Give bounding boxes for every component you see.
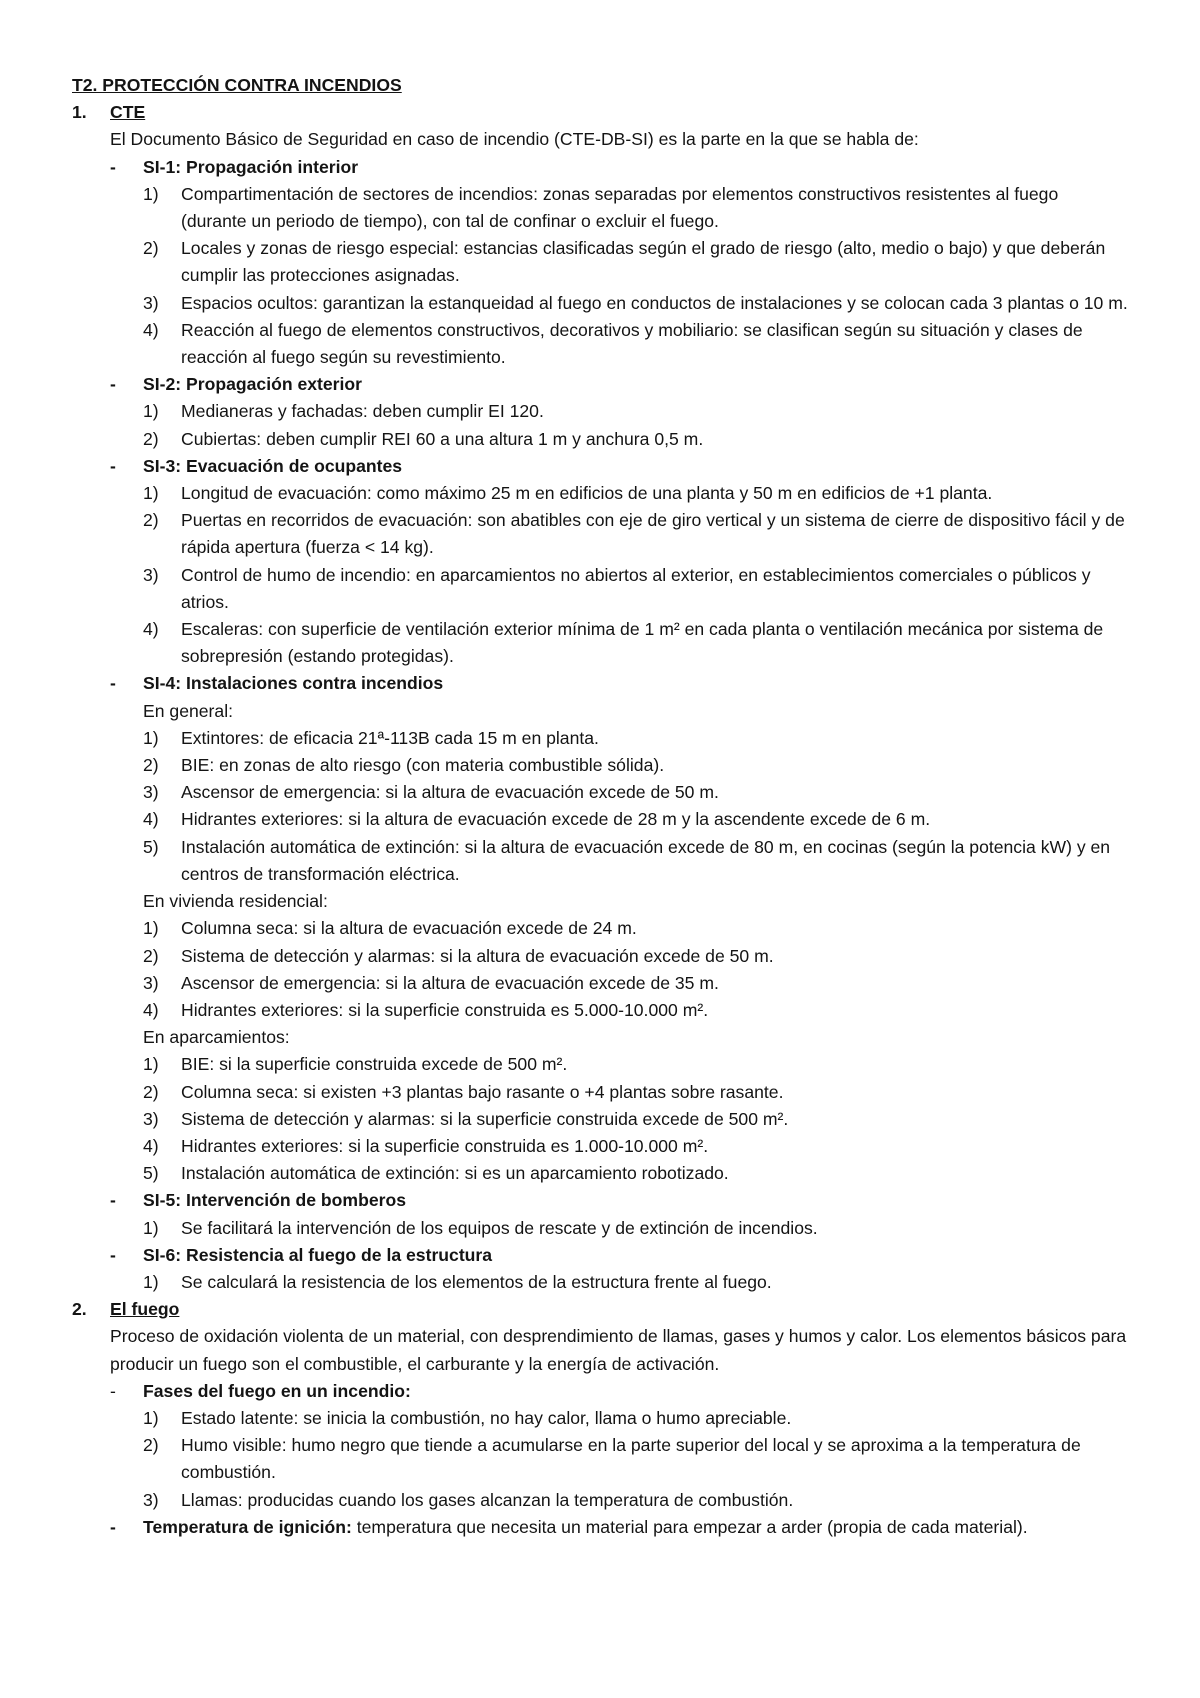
- si5-label: SI-5: Intervención de bomberos: [143, 1190, 406, 1211]
- list-item: [72, 1160, 1128, 1187]
- si5-heading: [72, 1187, 1128, 1214]
- item-number: 5): [143, 836, 159, 857]
- si4-aparc-label: En aparcamientos:: [143, 1027, 290, 1048]
- item-text: Llamas: producidas cuando los gases alcanzan la temperatura de combustión.: [181, 1489, 794, 1510]
- fases-heading: [72, 1378, 1128, 1405]
- section-1-intro: El Documento Básico de Seguridad en caso de incendio (CTE-DB-SI) es la parte en la que se habla de:: [110, 129, 919, 150]
- si6-heading: [72, 1242, 1128, 1269]
- item-number: 2): [143, 1081, 159, 1102]
- bullet-dash: -: [110, 156, 116, 177]
- temperatura-desc: temperatura que necesita un material para empezar a arder (propia de cada material).: [351, 1516, 1028, 1537]
- list-item: [72, 1269, 1128, 1296]
- item-number: 1): [143, 727, 159, 748]
- list-item: [72, 806, 1128, 833]
- list-item: [72, 1405, 1128, 1432]
- item-text: Ascensor de emergencia: si la altura de evacuación excede de 50 m.: [181, 782, 719, 803]
- list-item: [72, 1215, 1128, 1242]
- si2-heading: [72, 371, 1128, 398]
- si6-list: [72, 1269, 1128, 1296]
- section-1-heading: [72, 99, 1128, 126]
- item-text: Escaleras: con superficie de ventilación exterior mínima de 1 m² en cada planta o ventilación mecánica por sistema de sobrepresión (estando protegidas).: [181, 619, 1104, 667]
- list-item: [72, 616, 1128, 670]
- list-item: [72, 181, 1128, 235]
- item-number: 2): [143, 428, 159, 449]
- item-number: 4): [143, 809, 159, 830]
- item-text: Cubiertas: deben cumplir REI 60 a una altura 1 m y anchura 0,5 m.: [181, 428, 704, 449]
- si4-general-label: En general:: [143, 700, 233, 721]
- item-number: 1): [143, 1054, 159, 1075]
- item-number: 1): [143, 483, 159, 504]
- item-text: Locales y zonas de riesgo especial: estancias clasificadas según el grado de riesgo (alto, medio o bajo) y que deberán cumplir las protecciones asignadas.: [181, 238, 1106, 286]
- item-text: Reacción al fuego de elementos constructivos, decorativos y mobiliario: se clasifican según su situación y clases de reacción al fuego según su revestimiento.: [181, 319, 1083, 368]
- page-title: T2. PROTECCIÓN CONTRA INCENDIOS: [72, 75, 402, 95]
- item-number: 1): [143, 918, 159, 939]
- item-number: 2): [143, 238, 159, 259]
- bullet-dash: -: [110, 1244, 116, 1265]
- section-2-intro: Proceso de oxidación violenta de un material, con desprendimiento de llamas, gases y humos y calor. Los elementos básicos para producir un fuego son el combustible, el carburante y la energía de activación.: [110, 1326, 1127, 1374]
- section-2-heading: [72, 1296, 1128, 1323]
- list-item: [72, 398, 1128, 425]
- si4-heading: [72, 670, 1128, 697]
- si6-label: SI-6: Resistencia al fuego de la estructura: [143, 1244, 493, 1265]
- si4-general-list: [72, 725, 1128, 888]
- bullet-dash: -: [110, 455, 116, 476]
- item-text: BIE: si la superficie construida excede de 500 m².: [181, 1054, 568, 1075]
- item-number: 3): [143, 782, 159, 803]
- item-text: Se facilitará la intervención de los equipos de rescate y de extinción de incendios.: [181, 1217, 818, 1238]
- temperatura-label: Temperatura de ignición:: [143, 1516, 352, 1537]
- list-item: [72, 997, 1128, 1024]
- si1-label: SI-1: Propagación interior: [143, 156, 359, 177]
- item-text: Se calculará la resistencia de los elementos de la estructura frente al fuego.: [181, 1271, 772, 1292]
- item-text: Hidrantes exteriores: si la superficie construida es 1.000-10.000 m².: [181, 1135, 709, 1156]
- list-item: [72, 1487, 1128, 1514]
- item-number: 1): [143, 1217, 159, 1238]
- item-text: Longitud de evacuación: como máximo 25 m en edificios de una planta y 50 m en edificios de +1 planta.: [181, 483, 993, 504]
- bullet-dash: -: [110, 1516, 116, 1537]
- item-text: Instalación automática de extinción: si es un aparcamiento robotizado.: [181, 1163, 729, 1184]
- item-text: Hidrantes exteriores: si la superficie construida es 5.000-10.000 m².: [181, 999, 709, 1020]
- si4-label: SI-4: Instalaciones contra incendios: [143, 673, 444, 694]
- item-number: 2): [143, 510, 159, 531]
- si3-heading: [72, 453, 1128, 480]
- si3-list: [72, 480, 1128, 670]
- item-text: Control de humo de incendio: en aparcamientos no abiertos al exterior, en establecimientos comerciales o públicos y atrios.: [181, 564, 1091, 612]
- list-item: [72, 290, 1128, 317]
- item-number: 4): [143, 319, 159, 340]
- item-text: Medianeras y fachadas: deben cumplir EI 120.: [181, 401, 544, 422]
- si1-heading: [72, 154, 1128, 181]
- item-number: 2): [143, 755, 159, 776]
- section-2-title: El fuego: [110, 1299, 180, 1320]
- si4-vivienda-list: [72, 915, 1128, 1024]
- list-item: [72, 725, 1128, 752]
- list-item: [72, 970, 1128, 997]
- si5-list: [72, 1215, 1128, 1242]
- item-text: Columna seca: si la altura de evacuación excede de 24 m.: [181, 918, 637, 939]
- item-number: 2): [143, 945, 159, 966]
- item-text: Puertas en recorridos de evacuación: son abatibles con eje de giro vertical y un sistema de cierre de dispositivo fácil y de rápida apertura (fuerza < 14 kg).: [181, 510, 1125, 558]
- item-text: BIE: en zonas de alto riesgo (con materia combustible sólida).: [181, 755, 665, 776]
- si4-vivienda-label: En vivienda residencial:: [143, 891, 328, 912]
- item-text: Columna seca: si existen +3 plantas bajo rasante o +4 plantas sobre rasante.: [181, 1081, 784, 1102]
- item-text: Humo visible: humo negro que tiende a acumularse en la parte superior del local y se aproxima a la temperatura de combustión.: [181, 1435, 1081, 1483]
- item-number: 3): [143, 1108, 159, 1129]
- list-item: [72, 834, 1128, 888]
- si1-list: [72, 181, 1128, 371]
- item-number: 1): [143, 183, 159, 204]
- fases-list: [72, 1405, 1128, 1514]
- item-number: 4): [143, 619, 159, 640]
- section-2-number: 2.: [72, 1299, 87, 1320]
- item-number: 3): [143, 292, 159, 313]
- list-item: [72, 1106, 1128, 1133]
- list-item: [72, 235, 1128, 289]
- list-item: [72, 317, 1128, 371]
- list-item: [72, 426, 1128, 453]
- si2-list: [72, 398, 1128, 452]
- temperatura-text: [143, 1514, 1128, 1541]
- item-number: 4): [143, 1135, 159, 1156]
- item-text: Ascensor de emergencia: si la altura de evacuación excede de 35 m.: [181, 972, 719, 993]
- si3-label: SI-3: Evacuación de ocupantes: [143, 455, 403, 476]
- bullet-dash: -: [110, 1190, 116, 1211]
- item-number: 1): [143, 1407, 159, 1428]
- list-item: [72, 562, 1128, 616]
- item-text: Sistema de detección y alarmas: si la superficie construida excede de 500 m².: [181, 1108, 789, 1129]
- document-page: [72, 72, 1128, 1541]
- item-text: Extintores: de eficacia 21ª-113B cada 15 m en planta.: [181, 727, 599, 748]
- item-text: Compartimentación de sectores de incendios: zonas separadas por elementos constructivos resistentes al fuego (durante un periodo de tiempo), con tal de confinar o excluir el fuego.: [181, 183, 1059, 232]
- list-item: [72, 1432, 1128, 1486]
- item-number: 2): [143, 1435, 159, 1456]
- list-item: [72, 779, 1128, 806]
- item-number: 5): [143, 1163, 159, 1184]
- list-item: [72, 1051, 1128, 1078]
- item-text: Hidrantes exteriores: si la altura de evacuación excede de 28 m y la ascendente excede de 6 m.: [181, 809, 931, 830]
- item-number: 3): [143, 1489, 159, 1510]
- list-item: [72, 1079, 1128, 1106]
- item-number: 1): [143, 401, 159, 422]
- section-1-number: 1.: [72, 102, 87, 123]
- si2-label: SI-2: Propagación exterior: [143, 374, 363, 395]
- section-1-title: CTE: [110, 102, 146, 123]
- list-item: [72, 943, 1128, 970]
- list-item: [72, 752, 1128, 779]
- item-text: Espacios ocultos: garantizan la estanqueidad al fuego en conductos de instalaciones y se colocan cada 3 plantas o 10 m.: [181, 292, 1128, 313]
- temperatura-heading: [72, 1514, 1128, 1541]
- item-number: 3): [143, 564, 159, 585]
- list-item: [72, 915, 1128, 942]
- fases-label: Fases del fuego en un incendio:: [143, 1380, 411, 1401]
- item-text: Estado latente: se inicia la combustión, no hay calor, llama o humo apreciable.: [181, 1407, 792, 1428]
- si4-aparc-list: [72, 1051, 1128, 1187]
- list-item: [72, 507, 1128, 561]
- item-number: 3): [143, 972, 159, 993]
- bullet-dash: -: [110, 673, 116, 694]
- item-text: Sistema de detección y alarmas: si la altura de evacuación excede de 50 m.: [181, 945, 774, 966]
- list-item: [72, 480, 1128, 507]
- list-item: [72, 1133, 1128, 1160]
- bullet-dash: -: [110, 374, 116, 395]
- bullet-dash: -: [110, 1380, 116, 1401]
- item-number: 4): [143, 999, 159, 1020]
- item-text: Instalación automática de extinción: si la altura de evacuación excede de 80 m, en cocinas (según la potencia kW) y en centros de transformación eléctrica.: [181, 836, 1111, 884]
- item-number: 1): [143, 1271, 159, 1292]
